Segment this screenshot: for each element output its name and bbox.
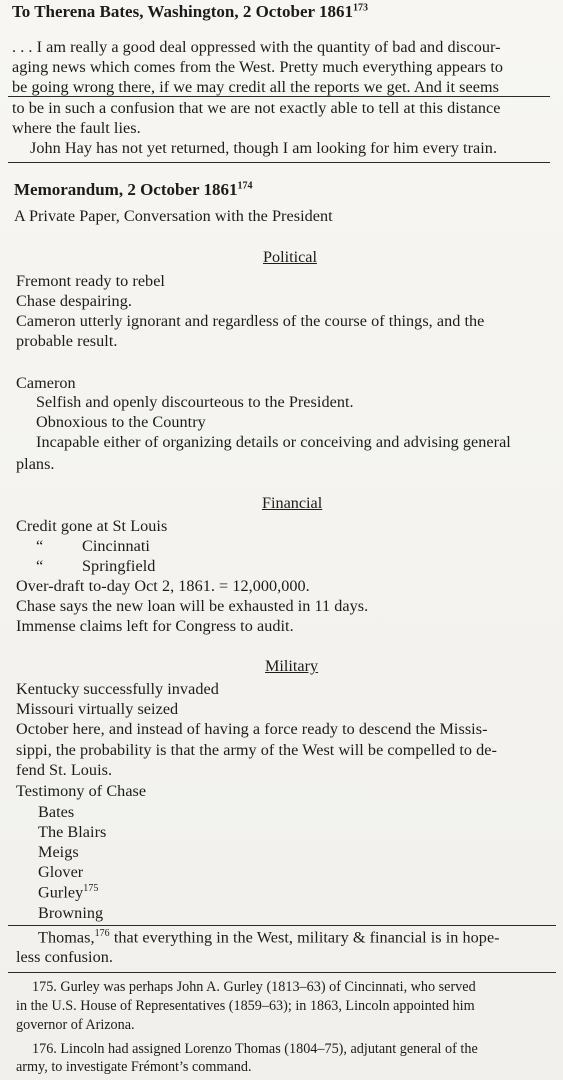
letter-line: John Hay has not yet returned, though I am looking for him every train. [30,139,498,157]
witness-item: Bates [38,803,75,821]
witness-item: Browning [38,904,104,922]
letter-line: aging news which comes from the West. Pretty much everything appears to [12,58,504,76]
letter-line: where the fault lies. [12,119,141,137]
memo-title: Memorandum, 2 October 1861$^{174}$ [14,180,253,199]
memo-line: Testimony of Chase [16,782,147,800]
letter-title: To Therena Bates, Washington, 2 October 1861$^{173}$ [12,2,368,21]
footnote-line: 176. Lincoln had assigned Lorenzo Thomas (1804–75), adjutant general of the [32,1041,478,1057]
memo-line: Kentucky successfully invaded [16,680,219,698]
letter-line: . . . I am really a good deal oppressed with the quantity of bad and discour- [12,38,501,56]
divider [8,162,550,163]
divider [8,972,556,973]
memo-line: Thomas,$^{176}$ that everything in the West, military & financial is in hope- [38,928,500,947]
footnote-ref-174: 174 [237,180,253,192]
witness-item: Meigs [38,843,79,861]
memo-line: Cameron utterly ignorant and regardless of the course of things, and the [16,312,485,330]
memo-item: Incapable either of organizing details or conceiving and advising general [36,433,511,451]
memo-subtitle: A Private Paper, Conversation with the President [14,207,333,225]
memo-line: Credit gone at St Louis [16,517,168,535]
memo-item: Obnoxious to the Country [36,413,206,431]
memo-line: less confusion. [16,948,113,966]
memo-item: Selfish and openly discourteous to the President. [36,393,354,411]
memo-item: Springfield [82,557,156,575]
memo-line: Missouri virtually seized [16,700,179,718]
memo-line: Chase says the new loan will be exhausted in 11 days. [16,597,369,615]
memo-line: plans. [16,455,55,473]
witness-item: The Blairs [38,823,107,841]
footnote-line: army, to investigate Frémont’s command. [16,1059,252,1075]
divider [8,925,556,926]
ditto-mark: “ [36,537,44,555]
heading-military: Military [265,657,319,675]
memo-line: Over-draft to-day Oct 2, 1861. = 12,000,000. [16,577,310,595]
memo-line: Fremont ready to rebel [16,272,165,290]
memo-line: fend St. Louis. [16,761,113,779]
witness-item: Glover [38,863,84,881]
memo-line: Cameron [16,374,76,392]
footnote-ref-175: 175 [83,883,99,894]
ditto-mark: “ [36,557,44,575]
footnote-ref-173: 173 [353,2,368,14]
letter-line: to be in such a confusion that we are not exactly able to tell at this distance [12,99,501,117]
memo-line: Chase despairing. [16,292,132,310]
memo-line: probable result. [16,332,118,350]
memo-line: October here, and instead of having a force ready to descend the Missis- [16,720,488,738]
footnote-line: 175. Gurley was perhaps John A. Gurley (1813–63) of Cincinnati, who served [32,979,476,995]
heading-financial: Financial [262,494,323,512]
heading-political: Political [263,248,317,266]
footnote-ref-176: 176 [94,928,110,939]
memo-line: Immense claims left for Congress to audit. [16,617,294,635]
witness-item: Gurley$^{175}$ [38,883,99,902]
memo-line: sippi, the probability is that the army of the West will be compelled to de- [16,741,497,759]
divider [8,96,550,97]
footnote-line: in the U.S. House of Representatives (1859–63); in 1863, Lincoln appointed him [16,998,475,1014]
memo-item: Cincinnati [82,537,150,555]
footnote-line: governor of Arizona. [16,1017,135,1033]
letter-line: be going wrong there, if we may credit all the reports we get. And it seems [12,78,499,96]
